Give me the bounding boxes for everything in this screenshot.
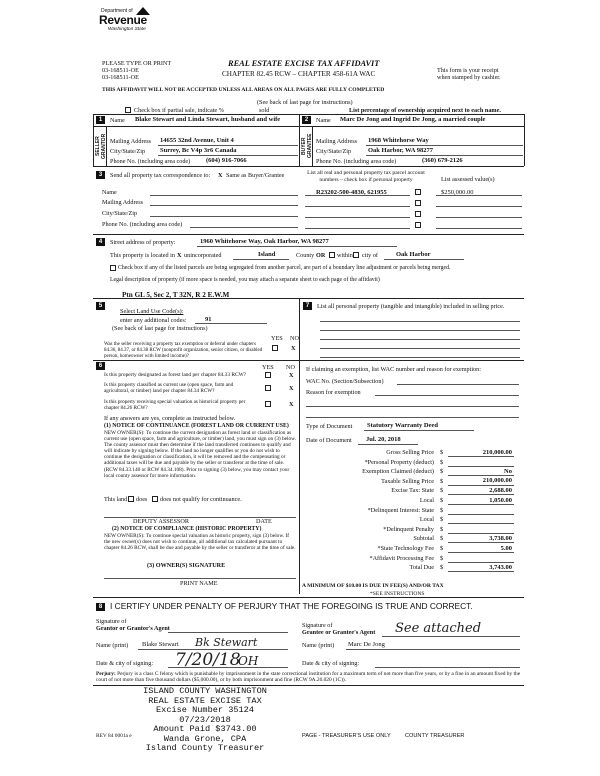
form-title: REAL ESTATE EXCISE TAX AFFIDAVIT (228, 59, 380, 68)
tax-row-value[interactable]: 2,688.00 (489, 486, 512, 494)
tax-row-dollar: $ (440, 449, 444, 456)
tax-row-label: Total Due (409, 564, 434, 572)
forest-q1-yes[interactable] (265, 372, 271, 378)
city-of-checkbox[interactable] (353, 252, 359, 258)
certify-statement: I CERTIFY UNDER PENALTY OF PERJURY THAT THE FOREGOING IS TRUE AND CORRECT. (110, 601, 473, 611)
buyer-city[interactable]: Oak Harbor, WA 98277 (368, 147, 434, 154)
corr-name-label: Name (102, 189, 117, 196)
this-land-label: This land (104, 496, 128, 503)
stamp-line-1: ISLAND COUNTY WASHINGTON (143, 686, 267, 696)
tax-row-dollar: $ (440, 545, 444, 552)
tax-row-label: Local (419, 516, 434, 524)
located-label: This property is located in (110, 252, 175, 259)
buyer-phone[interactable]: (360) 679-2126 (422, 157, 463, 164)
perjury-title: Perjury: (96, 671, 116, 677)
parcel-2-personal-checkbox[interactable] (415, 200, 421, 206)
street-label: Street address of property: (110, 239, 176, 246)
tax-row-dollar: $ (440, 506, 444, 514)
exempt-yes-checkbox[interactable] (272, 345, 278, 351)
corr-mailing-label: Mailing Address (102, 199, 144, 206)
buyer-side-label: BUYER GRANTEE (301, 133, 313, 159)
parcel-1-personal-checkbox[interactable] (415, 189, 421, 195)
tax-row-value[interactable]: 3,738.00 (489, 534, 512, 542)
print-name-label: PRINT NAME (180, 580, 218, 587)
tax-row-label: Local (419, 497, 434, 504)
tax-row-label: *Affidavit Processing Fee (369, 554, 434, 562)
property-street[interactable]: 1960 Whitehorse Way, Oak Harbor, WA 98277 (200, 238, 329, 245)
seller-phone[interactable]: (604) 916-7066 (206, 157, 247, 164)
warning-banner: THIS AFFIDAVIT WILL NOT BE ACCEPTED UNLESS ALL AREAS ON ALL PAGES ARE FULLY COMPLETED (102, 87, 385, 93)
segregated-label: Check box if any of the listed parcels are being segregated from another parcel, are part of a boundary line adjustment or parcels being merged. (118, 265, 451, 271)
print-instruction: PLEASE TYPE OR PRINT (102, 60, 172, 67)
forest-q3-yes[interactable] (265, 401, 271, 407)
seller-name[interactable]: Blake Stewart and Linda Stewart, husband and wife (135, 116, 281, 123)
grantor-sig-label-1: Signature of (96, 618, 127, 625)
forest-q1-no[interactable]: X (289, 372, 294, 379)
grantor-date-label: Date & city of signing: (96, 660, 154, 667)
buyer-phone-label: Phone No. (including area code) (316, 158, 397, 165)
correspondence-x[interactable]: X (218, 172, 223, 179)
continuance-title: (1) NOTICE OF CONTINUANCE (FOREST LAND OR CURRENT USE) (104, 423, 289, 429)
land-use-select[interactable]: Select Land Use Code(s): (120, 308, 184, 315)
seller-city-label: City/State/Zip (110, 148, 146, 155)
tax-row-dollar: $ (440, 535, 444, 543)
if-yes-note: If any answers are yes, complete as instructed below. (104, 415, 236, 422)
tax-row-label: *State Technology Fee (377, 545, 434, 552)
owner-signature-label: (3) OWNER(S) SIGNATURE (147, 562, 226, 569)
section-5-badge: 5 (96, 302, 105, 310)
receipt-note-1: This form is your receipt (437, 67, 499, 74)
wac-label: WAC No. (Section/Subsection) (306, 378, 384, 385)
legal-label: Legal description of property (if more space is needed, you may attach a separate sheet to each page of the affidavit) (110, 277, 380, 283)
tax-row-label: Subtotal (413, 535, 434, 543)
buyer-name[interactable]: Marc De Jong and Ingrid De Jong, a married couple (340, 116, 486, 123)
compliance-title: (2) NOTICE OF COMPLIANCE (HISTORIC PROPERTY) (112, 526, 262, 532)
parcel-4-personal-checkbox[interactable] (415, 222, 421, 228)
seller-mailing[interactable]: 14655 32nd Avenue, Unit 4 (160, 137, 234, 144)
tax-row-value[interactable]: No (504, 467, 512, 475)
grantor-signature[interactable]: Bk Stewart (195, 636, 258, 649)
dor-logo (99, 8, 159, 46)
continuance-body: NEW OWNER(S): To continue the current designation as forest land or classification as current use (open space, farm and agriculture, or timber) land, you must sign on (3) below. The county assessor must then determine if the land transferred continues to qualify and will indicate by signing below. If the land no longer qualifies or you do not wish to continue the designation or classification, it will be removed and the compensating or additional taxes will be due and payable by the seller or transferor at the time of sale. (RCW 84.33.140 or RCW 84.34.108). Prior to signing (3) below, you may contact your local county assessor for more information. (104, 430, 296, 479)
assessed-header: List assessed value(s) (441, 176, 495, 183)
percent-ownership-note: List percentage of ownership acquired next to each name. (349, 107, 501, 114)
tax-row-dollar: $ (440, 525, 444, 533)
section-2-badge: 2 (302, 116, 311, 124)
perjury-note (96, 671, 524, 684)
exemption-claim-label: If claiming an exemption, list WAC number and reason for exemption: (306, 366, 481, 373)
unincorporated-label: unincorporated (184, 252, 222, 259)
treasurer-stamp (120, 687, 290, 754)
forest-q2-yes[interactable] (265, 385, 271, 391)
form-code-1: 03-168511-OE (102, 67, 139, 74)
tax-row-label: Excise Tax: State (391, 487, 434, 495)
stamp-line-7: Island County Treasurer (145, 743, 265, 753)
grantor-name-label: Name (print) (96, 642, 129, 649)
land-use-code[interactable]: 91 (205, 316, 212, 323)
exempt-no-x[interactable]: X (291, 345, 296, 352)
within-label: within (337, 252, 353, 259)
seller-phone-label: Phone No. (including area code) (110, 158, 191, 165)
sold-label: sold (259, 107, 270, 114)
grantee-signature[interactable]: See attached (395, 621, 482, 636)
tax-row-value[interactable]: 3,743.00 (489, 563, 512, 571)
logo-revenue: Revenue (99, 13, 147, 27)
corr-phone-label: Phone No. (including area code) (102, 221, 183, 228)
no-header-6: NO (286, 364, 295, 371)
grantor-city[interactable]: OH (238, 654, 259, 668)
doc-type-label: Type of Document (306, 423, 353, 430)
deputy-date-label: DATE (256, 518, 272, 525)
see-back-instructions: (See back of last page for instructions) (257, 99, 353, 106)
no-header-5: NO (290, 335, 299, 342)
logo-dept-line: Department of (101, 8, 133, 14)
tax-row-value[interactable]: 210,000.00 (482, 448, 512, 456)
personal-property-label: List all personal property (tangible and intangible) included in selling price. (317, 303, 505, 310)
grantor-sig-label-2: Grantor or Grantor's Agent (96, 625, 170, 632)
forest-q2-no[interactable]: X (289, 385, 294, 392)
tax-row-label: *Personal Property (deduct) (364, 458, 434, 466)
tax-row-dollar: $ (440, 468, 444, 476)
treasurer-use-label: PAGE - TREASURER'S USE ONLY (302, 733, 391, 739)
forest-q3: Is this property receiving special valuation as historical property per chapter 84.26 RCW? (104, 399, 246, 411)
same-as-buyer: Same as Buyer/Grantee (226, 172, 285, 179)
yes-header-6: YES (262, 364, 274, 371)
within-city-checkbox[interactable] (329, 252, 335, 258)
assessed-value[interactable]: $250,000.00 (441, 189, 474, 196)
segregated-checkbox[interactable] (110, 265, 116, 271)
rev-code: REV 84 0001a e (96, 733, 132, 739)
tax-row-label: Taxable Selling Price (381, 477, 434, 485)
form-code-2: 03-168511-OE (102, 74, 139, 81)
county-treasurer-label: COUNTY TREASURER (405, 733, 465, 739)
section-3-badge: 3 (96, 171, 105, 179)
does-not-label: does not qualify for continuance. (160, 496, 242, 503)
seller-side-label: SELLER GRANTOR (95, 133, 107, 159)
does-label: does (136, 496, 148, 503)
doc-type[interactable]: Statutory Warranty Deed (367, 422, 439, 429)
stamp-line-3: Excise Number 35124 (156, 705, 254, 715)
deputy-assessor-label: DEPUTY ASSESSOR (133, 518, 189, 525)
partial-sale-checkbox[interactable] (125, 107, 131, 113)
land-use-see-back: (See back of last page for instructions) (112, 325, 208, 332)
partial-sale-label: Check box if partial sale, indicate % (134, 107, 224, 114)
tax-row-dollar: $ (440, 497, 444, 504)
corr-city-label: City/State/Zip (102, 210, 138, 217)
property-county[interactable]: Island (258, 251, 276, 258)
grantor-date[interactable]: 7/20/18 (175, 650, 241, 670)
stamp-line-2: REAL ESTATE EXCISE TAX (148, 695, 262, 706)
parcel-header: List all real and personal property tax parcel account numbers – check box if personal property (307, 170, 425, 183)
stamp-line-4: 07/23/2018 (179, 714, 231, 725)
legal-description[interactable]: Ptn GL 5, Sec 2, T 32N, R 2 E.W.M (122, 291, 230, 299)
buyer-city-label: City/State/Zip (316, 148, 352, 155)
tax-row-value[interactable]: 5.00 (500, 544, 512, 552)
reason-label: Reason for exemption (306, 389, 361, 396)
tax-row-dollar: $ (440, 554, 444, 562)
logo-state: Washington State (108, 27, 146, 32)
doc-date[interactable]: Jul. 20, 2018 (366, 436, 401, 443)
parcel-number[interactable]: R23202-500-4830, 621955 (316, 189, 387, 196)
buyer-name-label: Name (316, 117, 331, 124)
tax-row-dollar: $ (440, 564, 444, 572)
tax-row-dollar: $ (440, 477, 444, 485)
seller-mailing-label: Mailing Address (110, 138, 152, 145)
forest-q3-no[interactable]: X (289, 401, 294, 408)
grantee-date-label: Date & city of signing: (302, 660, 360, 667)
buyer-mailing[interactable]: 1968 Whitehorse Way (368, 137, 429, 144)
grantee-sig-label-1: Signature of (302, 622, 333, 629)
section-6-badge: 6 (96, 362, 105, 370)
tax-row-value[interactable]: 210,000.00 (482, 477, 512, 485)
does-checkbox[interactable] (128, 496, 134, 502)
grantor-name[interactable]: Blake Stewart (142, 641, 179, 648)
receipt-note-2: when stamped by cashier. (437, 74, 501, 81)
seller-name-label: Name (110, 117, 125, 124)
city-of-label: city of (362, 252, 378, 259)
tax-table (300, 449, 524, 575)
property-city[interactable]: Oak Harbor (396, 251, 431, 258)
tax-row-label: Exemption Claimed (deduct) (362, 468, 434, 476)
see-instructions: *SEE INSTRUCTIONS (370, 591, 425, 597)
section-8-badge: 8 (96, 603, 105, 611)
forest-q2: Is this property classified as current use (open space, farm and agricultural, or timber) land per chapter 84.34 RCW? (104, 382, 234, 394)
section-7-badge: 7 (303, 302, 312, 310)
parcel-3-personal-checkbox[interactable] (415, 211, 421, 217)
grantee-name[interactable]: Marc De Jong (348, 641, 385, 648)
doc-date-label: Date of Document (306, 437, 352, 444)
buyer-mailing-label: Mailing Address (316, 138, 358, 145)
tax-row-label: Gross Selling Price (386, 449, 434, 456)
tax-row-dollar: $ (440, 487, 444, 495)
grantee-sig-label-2: Grantee or Grantee's Agent (302, 629, 376, 636)
section-4-badge: 4 (96, 238, 105, 246)
minimum-due-note: A MINIMUM OF $10.00 IS DUE IN FEE(S) AND/OR TAX (302, 583, 444, 589)
exempt-question: Was the seller receiving a property tax exemption or deferral under chapters 84.36, 84.37, or 84.38 RCW (nonprofit organization, senior citizen, or disabled person, homeowner with limited income)? (104, 342, 263, 359)
seller-city[interactable]: Surrey, Bc V4p 3r6 Canada (160, 147, 237, 154)
additional-codes-label: enter any additional codes: (120, 317, 187, 324)
compliance-body: NEW OWNER(S): To continue special valuation as historic property, sign (3) below. If the new owner(s) does not wish to continue, all additional tax calculated pursuant to chapter 84.26 RCW, shall be due and payable by the seller or transferor at the time of sale. (104, 533, 296, 552)
grantee-name-label: Name (print) (302, 642, 335, 649)
tax-row-dollar: $ (440, 516, 444, 524)
tax-row-label: *Delinquent Interest: State (367, 506, 434, 514)
yes-header-5: YES (271, 335, 283, 342)
tax-row-dollar: $ (440, 458, 444, 466)
form-subtitle: CHAPTER 82.45 RCW – CHAPTER 458-61A WAC (222, 70, 376, 78)
or-label: OR (316, 252, 326, 259)
tax-row-value[interactable]: 1,050.00 (489, 496, 512, 504)
stamp-line-5: Amount Paid $3743.00 (153, 724, 257, 734)
perjury-text: Perjury is a class C felony which is punishable by imprisonment in the state correctional institution for a maximum term of not more than five years, or by a fine in an amount fixed by the court of not more than five thousand dollars ($5,000.00), or by both imprisonment and fine (RCW 9A.20.020 (1C)). (96, 671, 521, 684)
stamp-line-6: Wanda Grone, CPA (163, 733, 247, 744)
correspondence-label: Send all property tax correspondence to: (110, 172, 211, 179)
forest-q1: Is this property designated as forest land per chapter 84.33 RCW? (104, 372, 247, 378)
section-1-badge: 1 (96, 116, 105, 124)
does-not-checkbox[interactable] (152, 496, 158, 502)
unincorporated-x[interactable]: X (177, 252, 182, 259)
tax-row-label: *Delinquent Penalty (383, 525, 434, 533)
county-label: County (296, 252, 315, 259)
